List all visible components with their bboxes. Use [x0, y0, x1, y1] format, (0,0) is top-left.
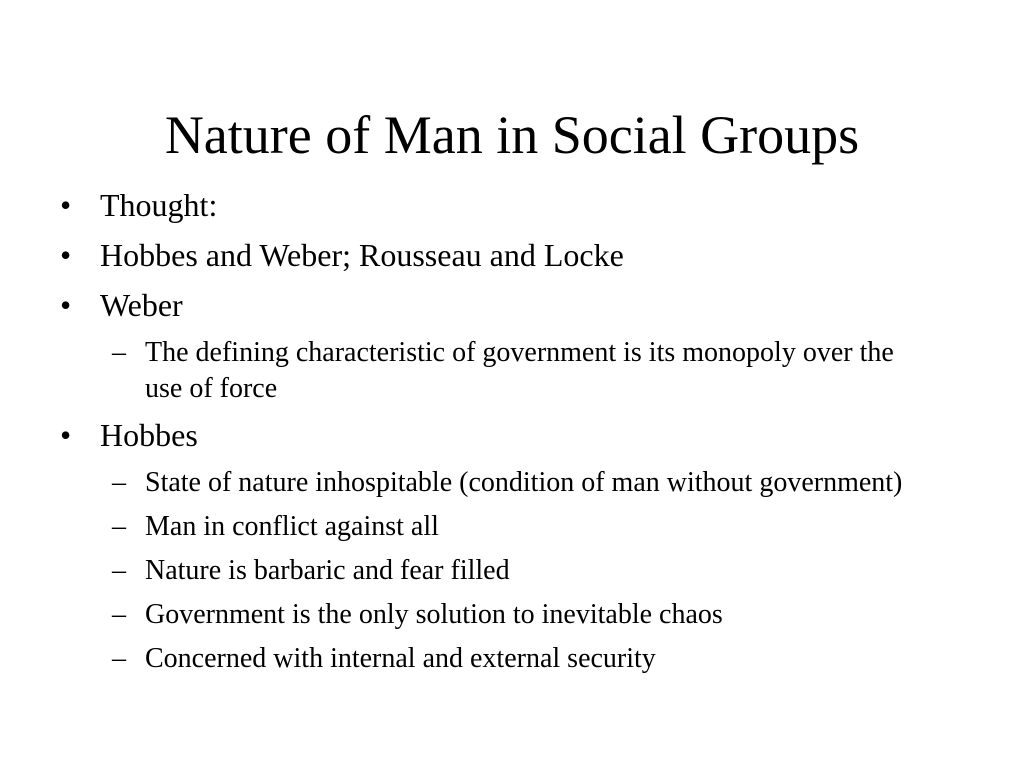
sub-bullet-text: State of nature inhospitable (condition of man without government)	[145, 467, 903, 498]
sub-bullet-item	[107, 335, 915, 407]
sub-bullet-marker: –	[112, 467, 126, 498]
sub-bullet-marker: –	[112, 599, 126, 630]
sub-bullet-marker: –	[112, 643, 126, 674]
sub-bullet-text: The defining characteristic of government is its monopoly over the use of force	[145, 337, 894, 404]
bullet-item	[60, 185, 960, 225]
sub-bullet-item	[107, 553, 915, 589]
sub-bullet-text: Man in conflict against all	[145, 511, 439, 542]
bullet-item	[60, 235, 960, 275]
bullet-marker: •	[60, 287, 72, 323]
bullet-item	[60, 415, 960, 455]
sub-bullet-text: Government is the only solution to inevitable chaos	[145, 599, 723, 630]
sub-bullet-text: Concerned with internal and external security	[145, 643, 656, 674]
bullet-item	[60, 285, 960, 325]
sub-bullet-text: Nature is barbaric and fear filled	[145, 555, 510, 586]
bullet-marker: •	[60, 417, 72, 453]
bullet-text: Weber	[100, 287, 183, 323]
sub-bullet-item	[107, 509, 915, 545]
sub-bullet-marker: –	[112, 555, 126, 586]
sub-bullet-marker: –	[112, 337, 126, 368]
bullet-marker: •	[60, 187, 72, 223]
bullet-text: Thought:	[100, 187, 218, 223]
bullet-text: Hobbes	[100, 417, 198, 453]
sub-bullet-item	[107, 641, 915, 677]
slide-content	[60, 185, 960, 685]
sub-bullet-item	[107, 465, 915, 501]
sub-bullet-marker: –	[112, 511, 126, 542]
bullet-marker: •	[60, 237, 72, 273]
slide-title: Nature of Man in Social Groups	[164, 105, 860, 165]
bullet-text: Hobbes and Weber; Rousseau and Locke	[100, 237, 624, 273]
sub-bullet-item	[107, 597, 915, 633]
